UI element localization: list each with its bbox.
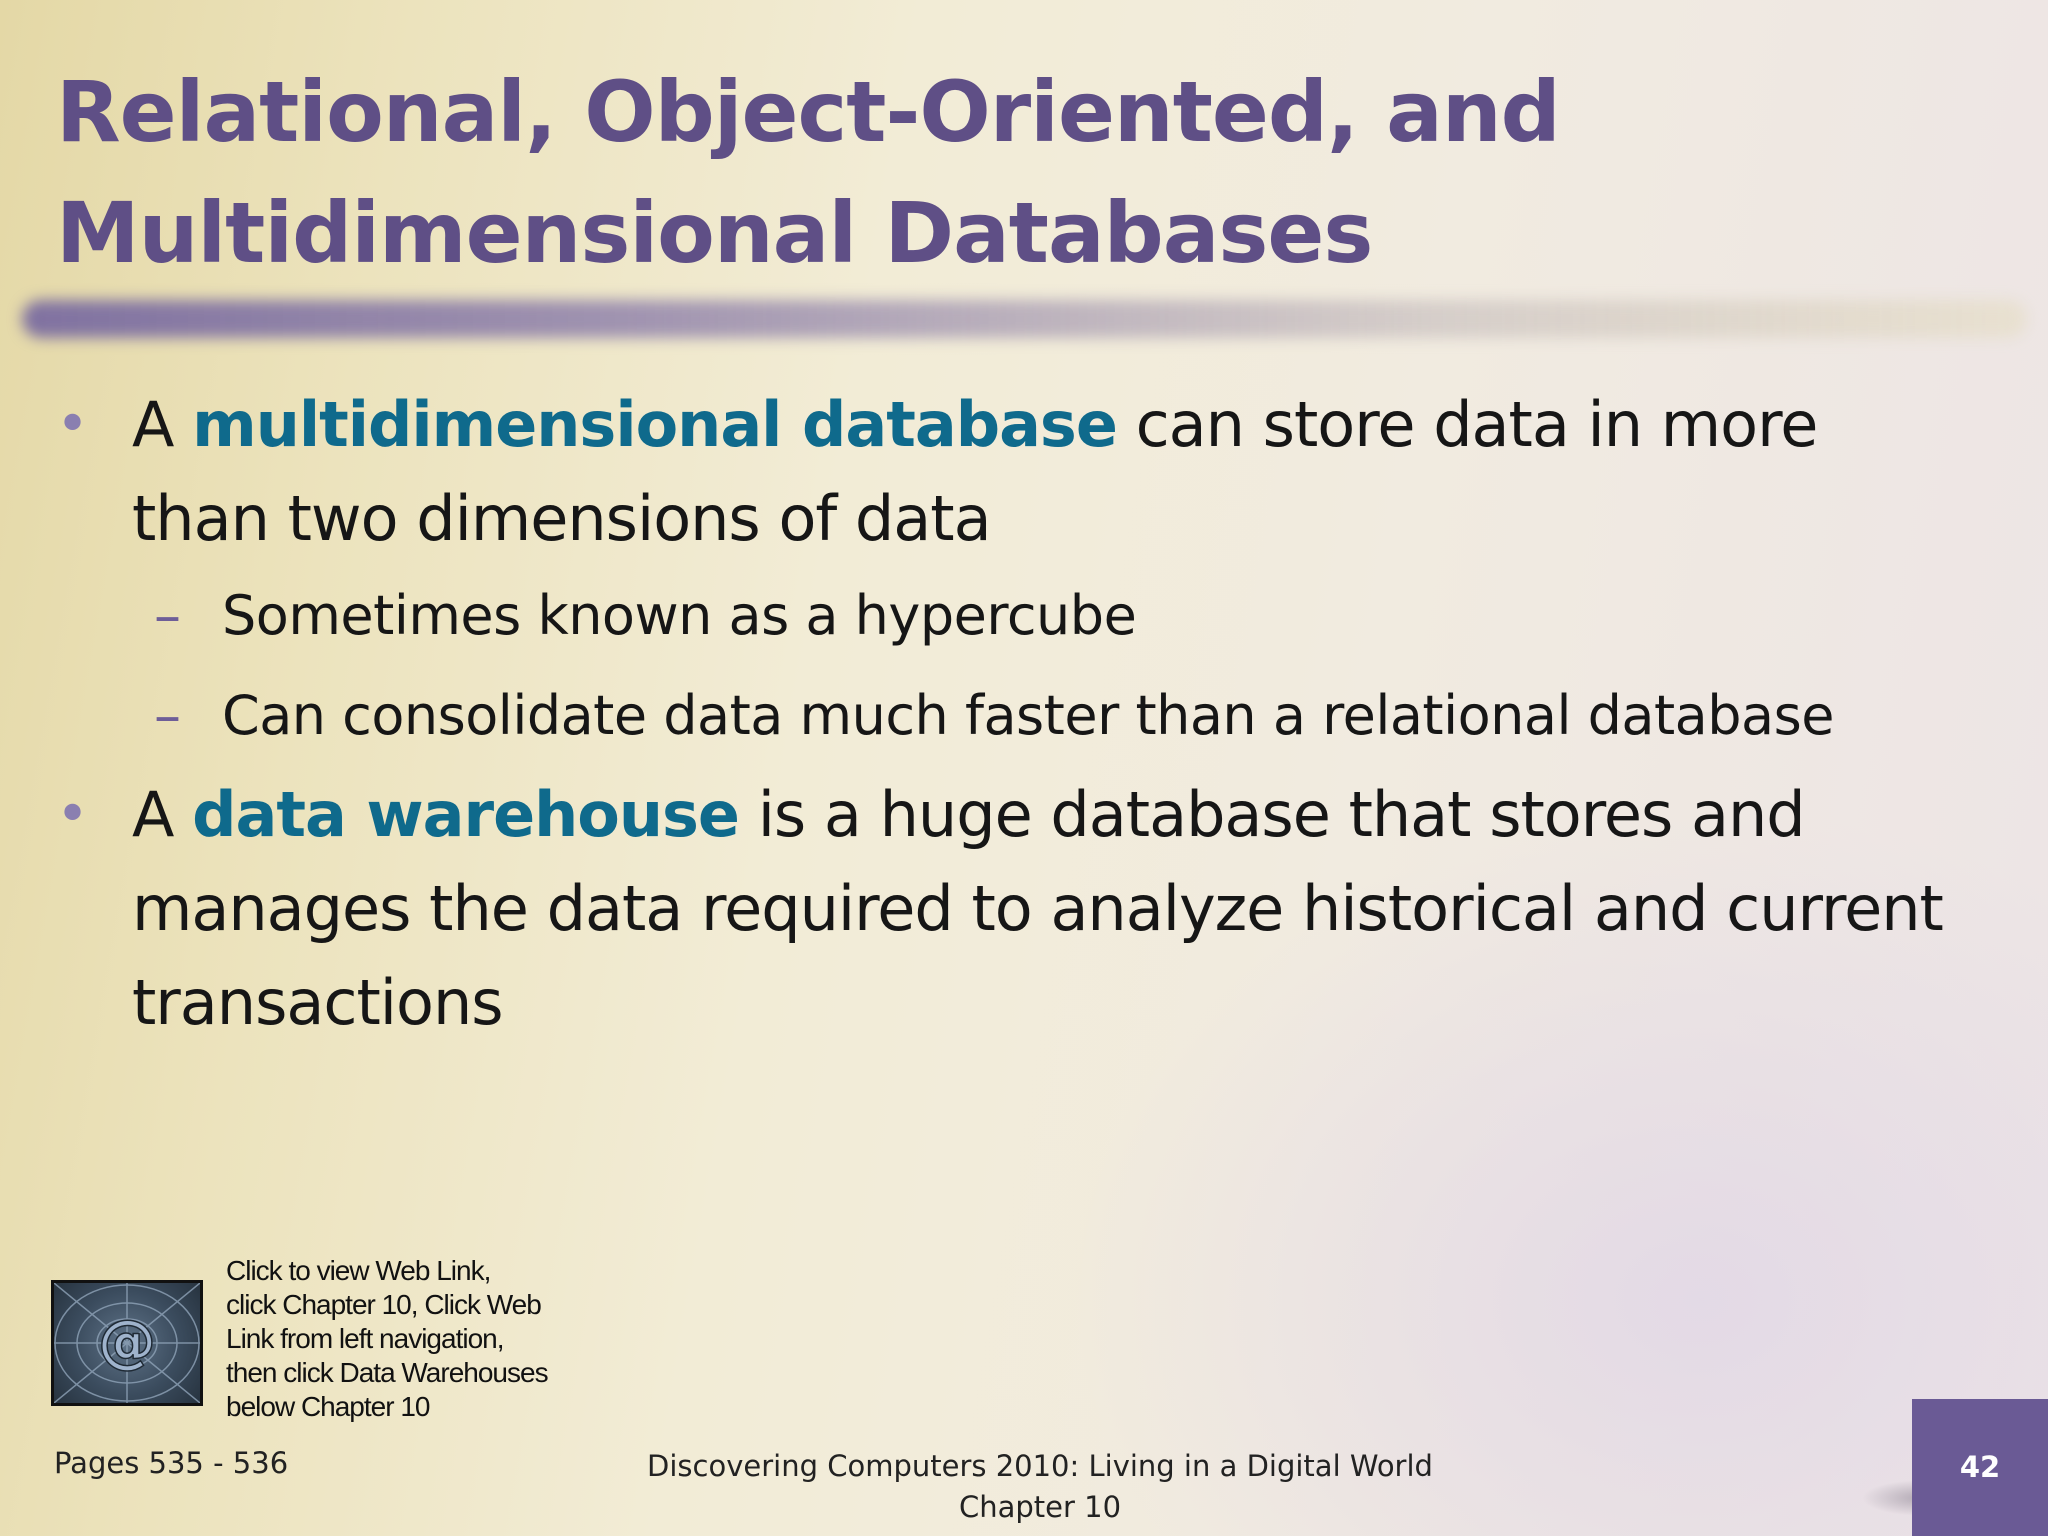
bullet-prefix: A (132, 778, 193, 851)
web-link-at-icon[interactable] (51, 1280, 203, 1406)
bullet-list (0, 370, 2048, 1050)
title-line-2: Multidimensional Databases (56, 184, 1373, 282)
footer-chapter-line: Chapter 10 (958, 1490, 1122, 1524)
dash-icon: – (154, 684, 181, 747)
sub-bullet-item (0, 666, 2012, 766)
key-term: multidimensional database (192, 388, 1117, 461)
footer-book-title (640, 1446, 1440, 1528)
web-link-line: Click to view Web Link, (226, 1255, 491, 1286)
footer-page-reference: Pages 535 - 536 (54, 1446, 289, 1480)
footer-book-line: Discovering Computers 2010: Living in a Digital World (647, 1449, 1433, 1483)
sub-bullet-item (0, 566, 2012, 666)
dash-icon: – (154, 584, 181, 647)
web-link-line: below Chapter 10 (226, 1391, 430, 1422)
bullet-text: is a huge database that stores and manages the data required to analyze historical and current transactions (132, 778, 1943, 1039)
web-link-line: Link from left navigation, (226, 1323, 504, 1354)
bullet-prefix: A (132, 388, 193, 461)
title-line-1: Relational, Object-Oriented, and (56, 63, 1560, 161)
bullet-item (0, 768, 1972, 1050)
bullet-dot-icon: • (56, 392, 89, 457)
sub-bullet-text: Sometimes known as a hypercube (222, 584, 1137, 647)
web-icon-graphic (54, 1283, 200, 1403)
title-divider (22, 300, 2027, 338)
web-link-instructions[interactable] (226, 1254, 556, 1424)
bullet-text: can store data in more than two dimensions of data (132, 388, 1818, 555)
key-term: data warehouse (192, 778, 739, 851)
web-link-line: then click Data Warehouses (226, 1357, 548, 1388)
at-glyph: @ (98, 1307, 156, 1375)
slide-title (56, 52, 1856, 294)
bullet-item (0, 378, 1972, 566)
web-link-line: click Chapter 10, Click Web (226, 1289, 541, 1320)
bullet-dot-icon: • (56, 782, 89, 847)
slide-number: 42 (1912, 1399, 2048, 1536)
sub-bullet-text: Can consolidate data much faster than a relational database (222, 684, 1834, 747)
